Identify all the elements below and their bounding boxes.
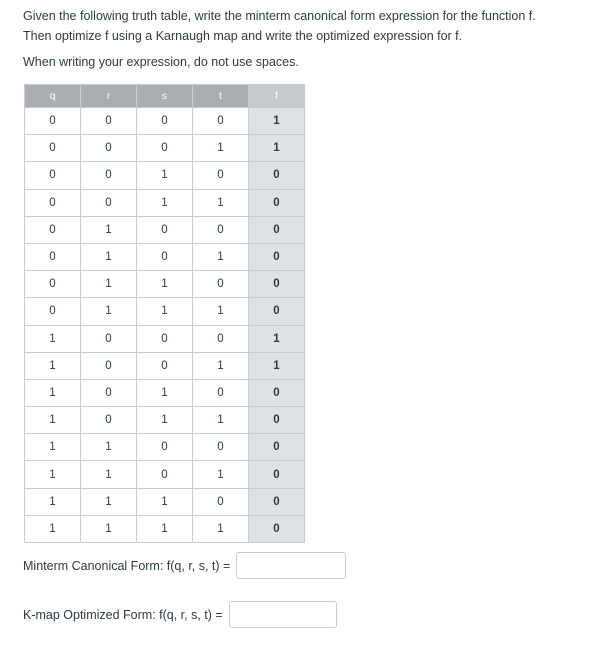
table-row — [25, 325, 305, 352]
table-row — [25, 216, 305, 243]
cell-q: 1 — [25, 515, 81, 542]
minterm-label: Minterm Canonical Form: f(q, r, s, t) = — [23, 558, 231, 573]
cell-s: 1 — [137, 488, 193, 515]
cell-f: 0 — [249, 271, 305, 298]
cell-f: 0 — [249, 379, 305, 406]
table-row — [25, 298, 305, 325]
cell-t: 1 — [193, 243, 249, 270]
cell-r: 0 — [81, 135, 137, 162]
table-row — [25, 271, 305, 298]
header-t: t — [193, 85, 249, 108]
cell-r: 0 — [81, 325, 137, 352]
no-spaces-note: When writing your expression, do not use spaces. — [23, 55, 299, 69]
cell-r: 0 — [81, 352, 137, 379]
cell-s: 0 — [137, 135, 193, 162]
cell-r: 1 — [81, 461, 137, 488]
cell-f: 0 — [249, 515, 305, 542]
cell-t: 1 — [193, 298, 249, 325]
cell-f: 0 — [249, 488, 305, 515]
cell-s: 1 — [137, 162, 193, 189]
cell-r: 1 — [81, 243, 137, 270]
cell-r: 1 — [81, 488, 137, 515]
cell-t: 1 — [193, 461, 249, 488]
cell-q: 0 — [25, 189, 81, 216]
minterm-answer-row — [23, 552, 346, 579]
cell-q: 0 — [25, 216, 81, 243]
cell-q: 0 — [25, 162, 81, 189]
cell-f: 1 — [249, 325, 305, 352]
cell-t: 0 — [193, 379, 249, 406]
cell-q: 0 — [25, 108, 81, 135]
cell-s: 1 — [137, 515, 193, 542]
cell-s: 1 — [137, 407, 193, 434]
table-row — [25, 189, 305, 216]
cell-t: 0 — [193, 162, 249, 189]
table-row — [25, 434, 305, 461]
kmap-answer-row — [23, 601, 337, 628]
cell-f: 0 — [249, 407, 305, 434]
instructions — [23, 6, 593, 46]
cell-s: 0 — [137, 434, 193, 461]
truth-table — [24, 84, 305, 543]
cell-q: 1 — [25, 325, 81, 352]
cell-q: 1 — [25, 352, 81, 379]
cell-s: 0 — [137, 461, 193, 488]
cell-q: 0 — [25, 271, 81, 298]
cell-q: 1 — [25, 434, 81, 461]
table-row — [25, 407, 305, 434]
kmap-label: K-map Optimized Form: f(q, r, s, t) = — [23, 607, 223, 622]
header-q: q — [25, 85, 81, 108]
cell-r: 1 — [81, 434, 137, 461]
cell-f: 0 — [249, 298, 305, 325]
cell-q: 0 — [25, 135, 81, 162]
cell-f: 1 — [249, 108, 305, 135]
cell-t: 0 — [193, 271, 249, 298]
cell-t: 1 — [193, 135, 249, 162]
cell-q: 0 — [25, 298, 81, 325]
instruction-line-1: Given the following truth table, write the minterm canonical form expression for the function f. — [23, 9, 536, 23]
table-row — [25, 488, 305, 515]
cell-f: 1 — [249, 135, 305, 162]
cell-s: 1 — [137, 379, 193, 406]
cell-s: 0 — [137, 216, 193, 243]
cell-r: 1 — [81, 271, 137, 298]
cell-t: 0 — [193, 108, 249, 135]
cell-s: 0 — [137, 243, 193, 270]
cell-t: 0 — [193, 216, 249, 243]
header-r: r — [81, 85, 137, 108]
cell-t: 1 — [193, 515, 249, 542]
header-f: f — [249, 85, 305, 108]
kmap-input[interactable] — [229, 601, 337, 628]
cell-f: 0 — [249, 243, 305, 270]
table-row — [25, 135, 305, 162]
table-row — [25, 162, 305, 189]
cell-t: 0 — [193, 434, 249, 461]
cell-r: 0 — [81, 379, 137, 406]
instruction-line-2: Then optimize f using a Karnaugh map and write the optimized expression for f. — [23, 29, 463, 43]
cell-f: 0 — [249, 216, 305, 243]
cell-t: 0 — [193, 488, 249, 515]
cell-r: 1 — [81, 515, 137, 542]
cell-q: 0 — [25, 243, 81, 270]
cell-s: 0 — [137, 325, 193, 352]
table-row — [25, 515, 305, 542]
cell-r: 0 — [81, 407, 137, 434]
table-row — [25, 352, 305, 379]
cell-s: 0 — [137, 108, 193, 135]
table-row — [25, 108, 305, 135]
cell-f: 0 — [249, 434, 305, 461]
table-row — [25, 461, 305, 488]
truth-table-header — [25, 85, 305, 108]
cell-s: 1 — [137, 271, 193, 298]
cell-t: 1 — [193, 352, 249, 379]
cell-q: 1 — [25, 407, 81, 434]
cell-s: 0 — [137, 352, 193, 379]
cell-t: 1 — [193, 189, 249, 216]
cell-q: 1 — [25, 461, 81, 488]
cell-t: 1 — [193, 407, 249, 434]
header-s: s — [137, 85, 193, 108]
cell-q: 1 — [25, 488, 81, 515]
table-row — [25, 379, 305, 406]
cell-f: 0 — [249, 189, 305, 216]
cell-r: 1 — [81, 216, 137, 243]
cell-r: 0 — [81, 189, 137, 216]
table-row — [25, 243, 305, 270]
cell-f: 1 — [249, 352, 305, 379]
cell-f: 0 — [249, 162, 305, 189]
cell-r: 0 — [81, 162, 137, 189]
cell-t: 0 — [193, 325, 249, 352]
cell-r: 1 — [81, 298, 137, 325]
cell-s: 1 — [137, 298, 193, 325]
minterm-input[interactable] — [236, 552, 346, 579]
cell-s: 1 — [137, 189, 193, 216]
cell-q: 1 — [25, 379, 81, 406]
cell-r: 0 — [81, 108, 137, 135]
cell-f: 0 — [249, 461, 305, 488]
